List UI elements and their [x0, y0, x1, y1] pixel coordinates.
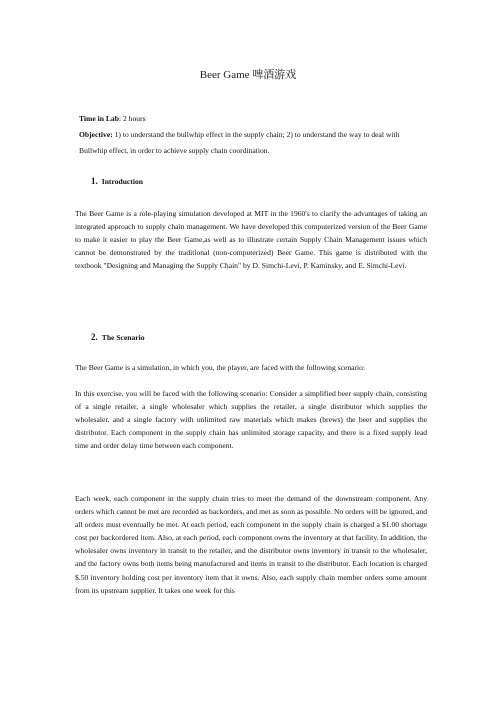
time-in-lab [79, 111, 419, 127]
scenario-paragraph-2: In this exercise, you will be faced with the following scenario: Consider a simplified beer supply chain, consisting of a single retailer, a single wholesaler which supplies the retailer, a single distributor which supplies the wholesaler, and a single factory with unlimited raw materials which makes (brews) the beer and supplies the distributor. Each component in the supply chain has unlimited storage capacity, and there is a fixed supply lead time and order delay time between each component. [75, 389, 427, 451]
section-number: 2. [91, 332, 98, 342]
objective-text: 1) to understand the bullwhip effect in the supply chain; 2) to understand the way to deal with Bullwhip effect, in order to achieve supply chain coordination. [79, 130, 400, 155]
scenario-paragraph-1: The Beer Game is a simulation, in which you, the player, are faced with the following scenario: [75, 363, 366, 372]
section-heading-scenario [91, 332, 145, 342]
intro-paragraph: The Beer Game is a role-playing simulation developed at MIT in the 1960's to clarify the advantages of taking an integrated approach to supply chain management. We have developed this computerized version of the Beer Game to make it easier to play the Beer Game,as well as to illustrate certain Supply Chain Management issues which cannot be demonstrated by the traditional (non-computerized) Beer Game. This game is distributed with the textbook "Designing and Managing the Supply Chain" by D. Simchi-Levi, P. Kaminsky, and E. Simchi-Levi. [75, 209, 427, 271]
time-value: : 2 hours [118, 114, 146, 123]
section-title: Introduction [101, 177, 143, 186]
document-title: Beer Game 啤酒游戏 [199, 69, 297, 81]
time-label: Time in Lab [79, 114, 119, 123]
section-heading-introduction [91, 176, 143, 186]
objective-label: Objective: [79, 130, 113, 139]
scenario-paragraph-3: Each week, each component in the supply chain tries to meet the demand of the downstream component. Any orders which cannot be met are recorded as backorders, and met as soon as possible. No orders will be ignored, and all orders must eventually be met. At each period, each component in the supply chain is charged a $1.00 shortage cost per backordered item. Also, at each period, each component owns the inventory at that facility. In addition, the wholesaler owns inventory in transit to the retailer, and the distributor owns inventory in transit to the wholesaler, and the factory owns both items being manufactured and items in transit to the distributor. Each location is charged $.50 inventory holding cost per inventory item that it owns. Also, each supply chain member orders some amount from its upstream supplier. It takes one week for this [75, 494, 427, 595]
objective [79, 127, 419, 159]
section-number: 1. [91, 176, 98, 186]
section-title: The Scenario [101, 333, 145, 342]
